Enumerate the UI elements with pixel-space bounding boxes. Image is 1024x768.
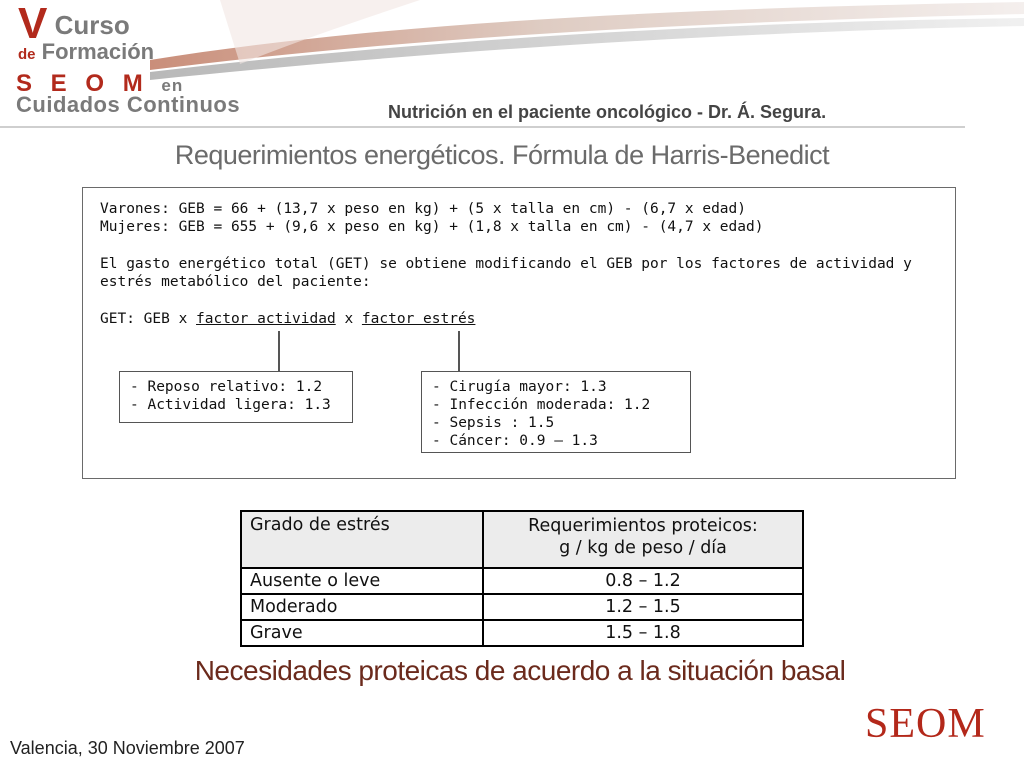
- activity-factor-item: - Actividad ligera: 1.3: [130, 397, 331, 413]
- footer-location-date: Valencia, 30 Noviembre 2007: [10, 738, 245, 758]
- table-row: [241, 620, 803, 646]
- slide-title: Requerimientos energéticos. Fórmula de Harris-Benedict: [174, 140, 830, 170]
- header-divider: [0, 126, 965, 128]
- protein-value-cell: 1.5 – 1.8: [483, 620, 803, 646]
- table-header-row: [241, 511, 803, 568]
- stress-grade-cell: Grave: [241, 620, 483, 646]
- header-stress-grade: Grado de estrés: [241, 511, 483, 568]
- stress-factor-item: - Sepsis : 1.5: [432, 415, 555, 431]
- logo-line-3: S E O M en: [16, 70, 184, 97]
- table-row: [241, 594, 803, 620]
- header-subtitle: Nutrición en el paciente oncológico - Dr. Á. Segura.: [388, 102, 827, 122]
- table-caption: Necesidades proteicas de acuerdo a la situación basal: [194, 655, 846, 686]
- protein-value-cell: 0.8 – 1.2: [483, 568, 803, 594]
- stress-grade-cell: Moderado: [241, 594, 483, 620]
- logo-line-4: Cuidados Continuos: [16, 92, 241, 117]
- get-description-line-2: estrés metabólico del paciente:: [100, 274, 371, 290]
- formula-box: [82, 187, 956, 479]
- get-description-line-1: El gasto energético total (GET) se obtiene modificando el GEB por los factores de actividad y: [100, 256, 912, 272]
- header-protein-requirements: Requerimientos proteicos: g / kg de peso / día: [483, 511, 803, 568]
- activity-term: factor actividad: [196, 311, 336, 327]
- activity-factors-box: [119, 371, 353, 423]
- seom-logo: SEOM: [865, 701, 986, 747]
- formula-women: Mujeres: GEB = 655 + (9,6 x peso en kg) + (1,8 x talla en cm) - (4,7 x edad): [100, 219, 764, 235]
- stress-factor-item: - Cirugía mayor: 1.3: [432, 379, 607, 395]
- table-row: [241, 568, 803, 594]
- protein-requirements-table: [240, 510, 804, 647]
- stress-connector: [458, 331, 460, 371]
- stress-factors-box: [421, 371, 691, 453]
- formula-men: Varones: GEB = 66 + (13,7 x peso en kg) + (5 x talla en cm) - (6,7 x edad): [100, 201, 747, 217]
- stress-factor-item: - Cáncer: 0.9 – 1.3: [432, 433, 598, 449]
- activity-factor-item: - Reposo relativo: 1.2: [130, 379, 323, 395]
- logo-line-2: de Formación: [18, 39, 155, 64]
- protein-value-cell: 1.2 – 1.5: [483, 594, 803, 620]
- get-formula: GET: GEB x factor actividad x factor estrés: [100, 311, 476, 327]
- stress-factor-item: - Infección moderada: 1.2: [432, 397, 651, 413]
- logo-line-1: V Curso: [18, 0, 130, 48]
- stress-term: factor estrés: [361, 311, 476, 327]
- activity-connector: [278, 331, 280, 371]
- stress-grade-cell: Ausente o leve: [241, 568, 483, 594]
